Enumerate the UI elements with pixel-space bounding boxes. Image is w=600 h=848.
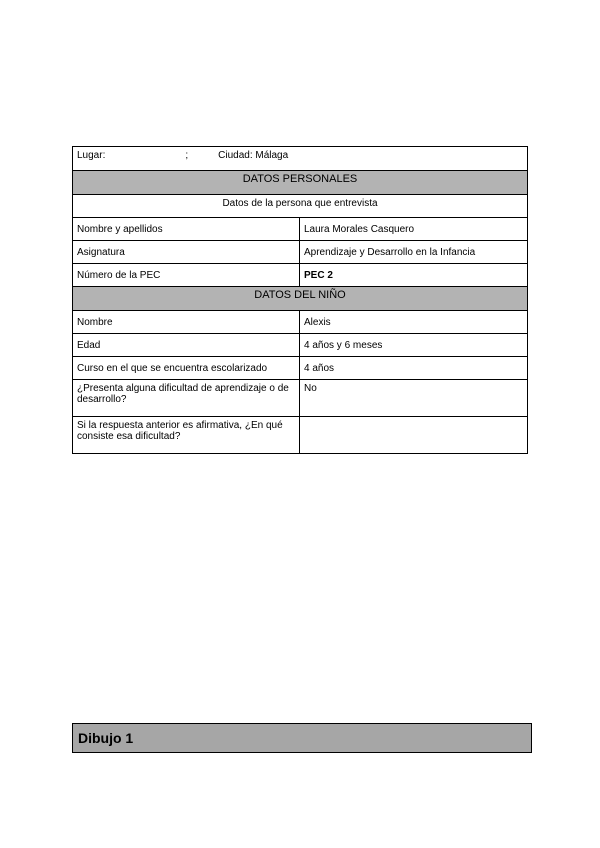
table-row [73, 357, 528, 380]
row-value: 4 años y 6 meses [300, 334, 528, 357]
table-row [73, 311, 528, 334]
table-row [73, 380, 528, 417]
child-section-header [73, 287, 528, 311]
row-value: No [300, 380, 528, 417]
table-row [73, 218, 528, 241]
personal-subtitle: Datos de la persona que entrevista [73, 195, 528, 218]
row-label: Edad [73, 334, 300, 357]
row-label: Si la respuesta anterior es afirmativa, ¿En qué consiste esa dificultad? [73, 417, 300, 454]
row-label: Asignatura [73, 241, 300, 264]
location-cell [73, 147, 528, 171]
table-row [73, 264, 528, 287]
table-row [73, 241, 528, 264]
table-row [73, 334, 528, 357]
child-section-title: DATOS DEL NIÑO [73, 287, 528, 311]
row-value: Alexis [300, 311, 528, 334]
personal-subtitle-row [73, 195, 528, 218]
table-row [73, 417, 528, 454]
row-label: Curso en el que se encuentra escolarizado [73, 357, 300, 380]
personal-section-header [73, 171, 528, 195]
row-value: Aprendizaje y Desarrollo en la Infancia [300, 241, 528, 264]
personal-section-title: DATOS PERSONALES [73, 171, 528, 195]
lugar-label: Lugar: [77, 150, 106, 161]
interview-form-table [72, 146, 528, 454]
row-value: PEC 2 [300, 264, 528, 287]
row-value: Laura Morales Casquero [300, 218, 528, 241]
row-label: Nombre y apellidos [73, 218, 300, 241]
row-value [300, 417, 528, 454]
row-label: Nombre [73, 311, 300, 334]
location-row [73, 147, 528, 171]
lugar-separator: ; [185, 150, 189, 161]
drawing-title-bar [72, 723, 532, 753]
row-label: ¿Presenta alguna dificultad de aprendizaje o de desarrollo? [73, 380, 300, 417]
ciudad-label: Ciudad: Málaga [218, 150, 289, 161]
row-value: 4 años [300, 357, 528, 380]
drawing-title: Dibujo 1 [78, 730, 134, 746]
row-label: Número de la PEC [73, 264, 300, 287]
